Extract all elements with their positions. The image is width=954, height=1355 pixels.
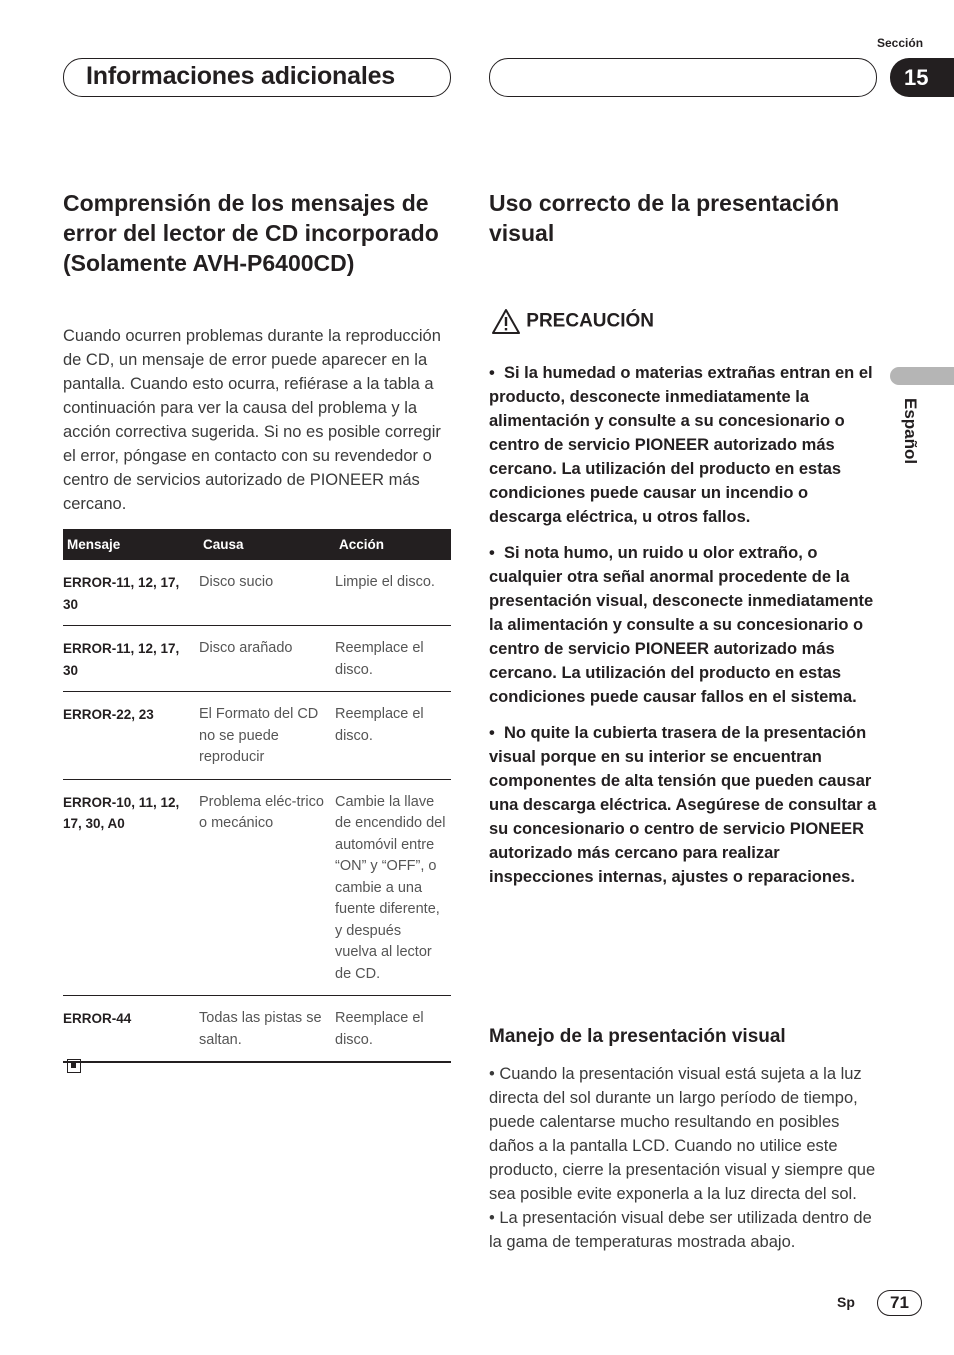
list-item: • Cuando la presentación visual está sujeta a la luz directa del sol durante un largo período de tiempo, puede calentarse mucho resultando en posibles daños a la pantalla LCD. Cuando no utilice este producto, cierre la presentación visual y siempre que sea posible evite exponerla a la luz directa del sol. — [489, 1065, 876, 1203]
table-row — [63, 996, 451, 1063]
table-row — [63, 692, 451, 780]
warning-triangle-icon — [491, 311, 526, 332]
table-row — [63, 560, 451, 626]
col-header-message: Mensaje — [63, 529, 199, 560]
cell-cause: Disco sucio — [199, 560, 335, 626]
table-header-row — [63, 529, 451, 560]
cell-cause: Problema eléc-trico o mecánico — [199, 779, 335, 996]
section-number-tab: 15 — [890, 58, 954, 97]
error-messages-title: Comprensión de los mensajes de error del lector de CD incorporado (Solamente AVH-P6400CD) — [63, 190, 439, 276]
col-header-cause: Causa — [199, 529, 335, 560]
table-row — [63, 779, 451, 996]
header-blank-box — [489, 58, 877, 97]
cell-action: Reemplace el disco. — [335, 996, 451, 1063]
list-item: • La presentación visual debe ser utilizada dentro de la gama de temperaturas mostrada abajo. — [489, 1209, 872, 1251]
cell-action: Reemplace el disco. — [335, 626, 451, 692]
cell-action: Reemplace el disco. — [335, 692, 451, 780]
section-label: Sección — [877, 36, 924, 50]
cell-message: ERROR-44 — [63, 996, 199, 1063]
handling-subtitle: Manejo de la presentación visual — [489, 1026, 786, 1047]
caution-heading — [491, 308, 654, 335]
list-item: • No quite la cubierta trasera de la presentación visual porque en su interior se encuentran componentes de alta tensión que pueden causar una descarga eléctrica. Asegúrese de consultar a su concesionario o centro de servicio PIONEER autorizado más cercano para realizar inspecciones internas, ajustes o reparaciones. — [489, 724, 877, 886]
end-of-section-icon — [67, 1059, 81, 1073]
cell-message: ERROR-11, 12, 17, 30 — [63, 626, 199, 692]
chapter-header — [63, 58, 451, 97]
col-header-action: Acción — [335, 529, 451, 560]
language-label: Español — [901, 398, 920, 465]
language-tab-marker — [890, 367, 954, 385]
chapter-title: Informaciones adicionales — [86, 62, 395, 90]
cell-cause: Todas las pistas se saltan. — [199, 996, 335, 1063]
cell-cause: Disco arañado — [199, 626, 335, 692]
cell-cause: El Formato del CD no se puede reproducir — [199, 692, 335, 780]
page-number: 71 — [877, 1290, 922, 1316]
cell-message: ERROR-22, 23 — [63, 692, 199, 780]
table-row — [63, 626, 451, 692]
caution-list — [489, 361, 881, 901]
list-item: • Si nota humo, un ruido u olor extraño, o cualquier otra señal anormal procedente de la presentación visual, desconecte inmediatamente la alimentación y consulte a su concesionario o centro de servicio PIONEER autorizado más cercano. La utilización del producto en estas condiciones puede causar fallos en el sistema. — [489, 544, 874, 706]
list-item: • Si la humedad o materias extrañas entran en el producto, desconecte inmediatamente la alimentación y consulte a su concesionario o centro de servicio PIONEER autorizado más cercano. La utilización del producto en estas condiciones puede causar un incendio o descarga eléctrica, u otros fallos. — [489, 364, 873, 526]
cell-action: Limpie el disco. — [335, 560, 451, 626]
display-usage-title: Uso correcto de la presentación visual — [489, 190, 840, 246]
cell-action: Cambie la llave de encendido del automóvil entre “ON” y “OFF”, o cambie a una fuente diferente, y después vuelva al lector de CD. — [335, 779, 451, 996]
error-table — [63, 529, 451, 1063]
cell-message: ERROR-10, 11, 12, 17, 30, A0 — [63, 779, 199, 996]
error-messages-intro: Cuando ocurren problemas durante la reproducción de CD, un mensaje de error puede aparecer en la pantalla. Cuando esto ocurra, refiérase a la tabla a continuación para ver la causa del problema y la acción correctiva sugerida. Si no es posible corregir el error, póngase en contacto con su revendedor o centro de servicios autorizado de PIONEER más cercano. — [63, 327, 441, 513]
handling-list — [489, 1062, 879, 1254]
cell-message: ERROR-11, 12, 17, 30 — [63, 560, 199, 626]
language-code: Sp — [837, 1294, 855, 1310]
caution-label: PRECAUCIÓN — [526, 310, 655, 332]
